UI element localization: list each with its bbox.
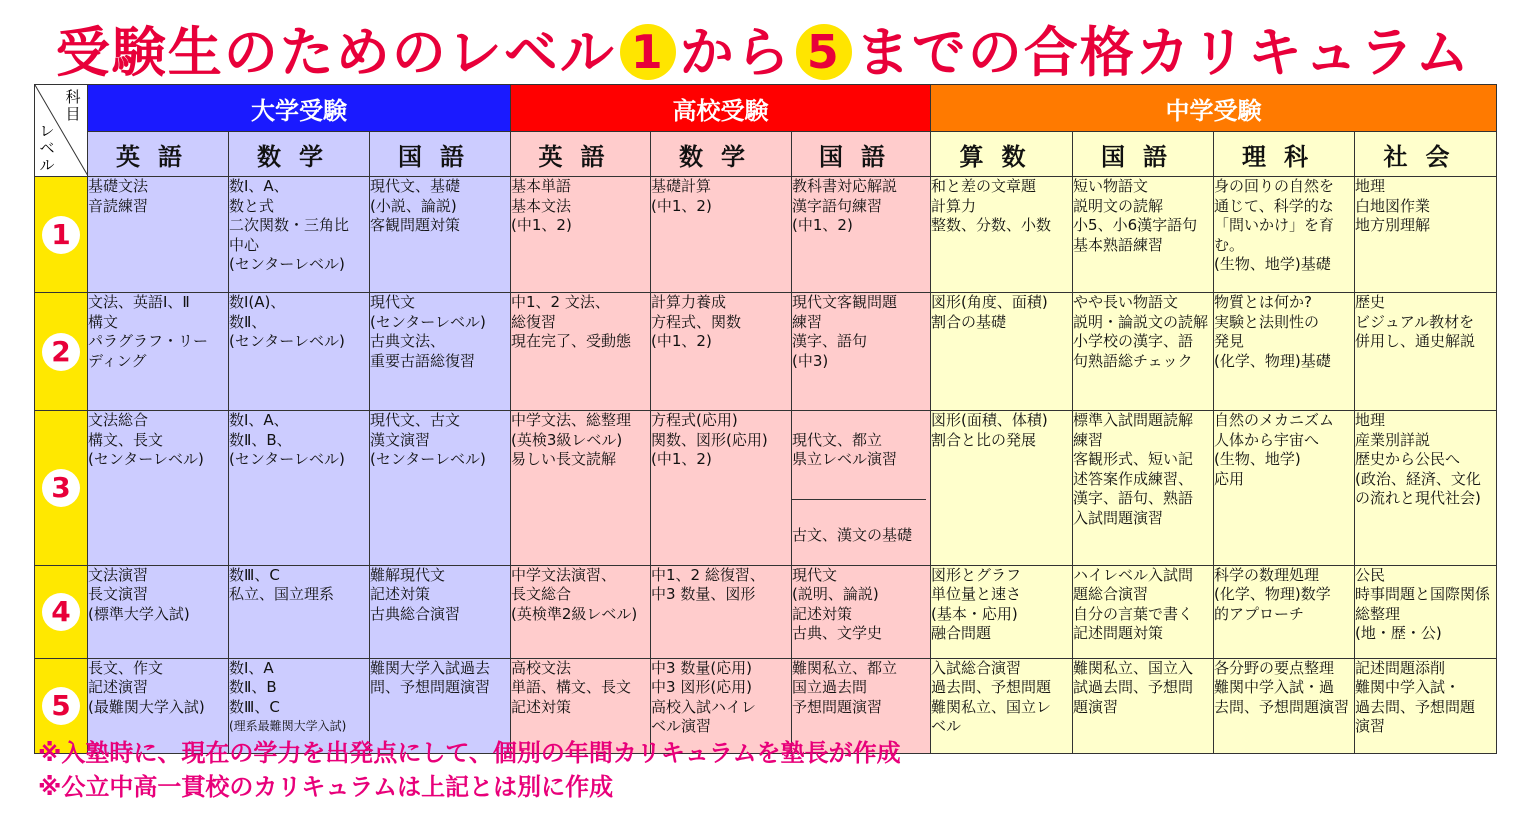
page-title: 受験生のためのレベル 1 から 5 までの合格カリキュラム — [55, 21, 1472, 84]
table-cell: 図形(面積、体積) 割合と比の発展 — [931, 411, 1073, 566]
table-cell: 難関大学入試過去 問、予想問題演習 — [370, 658, 511, 753]
subject-header: 数学 — [651, 132, 792, 177]
cell-main-text: 数Ⅰ、A 数Ⅱ、B 数Ⅲ、C — [229, 658, 280, 716]
group-header-juniorhigh: 中学受験 — [931, 85, 1497, 132]
table-cell: 中1、2 文法、 総復習 現在完了、受動態 — [511, 293, 651, 411]
split-cell-divider — [792, 499, 926, 500]
table-cell: 数Ⅰ、A、 数と式 二次関数・三角比 中心 (センターレベル) — [229, 177, 370, 293]
corner-level-label: レベル — [39, 122, 55, 174]
table-cell: 和と差の文章題 計算力 整数、分数、小数 — [931, 177, 1073, 293]
table-cell: 自然のメカニズム 人体から宇宙へ (生物、地学) 応用 — [1214, 411, 1355, 566]
split-cell-bottom: 古文、漢文の基礎 — [792, 525, 913, 544]
table-cell: 各分野の要点整理 難関中学入試・過 去問、予想問題演習 — [1214, 658, 1355, 753]
footnote: ※公立中高一貫校のカリキュラムは上記とは別に作成 — [38, 773, 614, 801]
level-cell — [35, 565, 88, 658]
table-cell: 地理 産業別詳説 歴史から公民へ (政治、経済、文化 の流れと現代社会) — [1355, 411, 1497, 566]
table-cell: 図形(角度、面積) 割合の基礎 — [931, 293, 1073, 411]
subject-header: 国語 — [1073, 132, 1214, 177]
subject-header: 国語 — [370, 132, 511, 177]
table-cell: 短い物語文 説明文の読解 小5、小6漢字語句 基本熟語練習 — [1073, 177, 1214, 293]
table-cell: 記述問題添削 難関中学入試・ 過去問、予想問題 演習 — [1355, 658, 1497, 753]
table-cell: やや長い物語文 説明・論説文の読解 小学校の漢字、語 句熟語総チェック — [1073, 293, 1214, 411]
table-cell: 歴史 ビジュアル教材を 併用し、通史解説 — [1355, 293, 1497, 411]
table-cell: ハイレベル入試問 題総合演習 自分の言葉で書く 記述問題対策 — [1073, 565, 1214, 658]
table-cell: 中学文法、総整理 (英検3級レベル) 易しい長文読解 — [511, 411, 651, 566]
table-row-level-2 — [35, 293, 1497, 411]
table-cell: 現代文 (説明、論説) 記述対策 古典、文学史 — [792, 565, 931, 658]
subject-header: 算数 — [931, 132, 1073, 177]
table-cell: 中1、2 総復習、 中3 数量、図形 — [651, 565, 792, 658]
level-5-badge: 5 — [796, 24, 852, 80]
table-cell: 難関私立、国立入 試過去問、予想問 題演習 — [1073, 658, 1214, 753]
curriculum-table — [34, 84, 1497, 754]
table-cell: 基礎計算 (中1、2) — [651, 177, 792, 293]
table-row-level-3 — [35, 411, 1497, 566]
level-cell — [35, 293, 88, 411]
level-1-badge: 1 — [620, 24, 676, 80]
table-cell: 科学の数理処理 (化学、物理)数学 的アプローチ — [1214, 565, 1355, 658]
table-cell: 難解現代文 記述対策 古典総合演習 — [370, 565, 511, 658]
table-cell: 長文、作文 記述演習 (最難関大学入試) — [88, 658, 229, 753]
subject-header: 理科 — [1214, 132, 1355, 177]
table-cell: 公民 時事問題と国際関係 総整理 (地・歴・公) — [1355, 565, 1497, 658]
level-number-badge: 1 — [42, 216, 80, 254]
subject-header: 英語 — [88, 132, 229, 177]
table-cell: 数Ⅲ、C 私立、国立理系 — [229, 565, 370, 658]
table-cell: 基礎文法 音読練習 — [88, 177, 229, 293]
table-cell: 中学文法演習、 長文総合 (英検準2級レベル) — [511, 565, 651, 658]
table-cell: 教科書対応解説 漢字語句練習 (中1、2) — [792, 177, 931, 293]
table-cell: 現代文 (センターレベル) 古典文法、 重要古語総復習 — [370, 293, 511, 411]
table-cell: 現代文、古文 漢文演習 (センターレベル) — [370, 411, 511, 566]
footnote: ※入塾時に、現在の学力を出発点にして、個別の年間カリキュラムを塾長が作成 — [38, 739, 901, 767]
group-header-university: 大学受験 — [88, 85, 511, 132]
corner-subject-label: 科目 — [65, 88, 81, 123]
split-cell-top: 現代文、都立 県立レベル演習 — [792, 430, 898, 468]
table-cell: 現代文、基礎 (小説、論説) 客観問題対策 — [370, 177, 511, 293]
table-cell: 計算力養成 方程式、関数 (中1、2) — [651, 293, 792, 411]
table-cell: 標準入試問題読解 練習 客観形式、短い記 述答案作成練習、 漢字、語句、熟語 入試問題演習 — [1073, 411, 1214, 566]
cell-small-note: (理系最難関大学入試) — [229, 719, 347, 733]
table-corner — [35, 85, 88, 177]
table-cell: 基本単語 基本文法 (中1、2) — [511, 177, 651, 293]
table-cell: 入試総合演習 過去問、予想問題 難関私立、国立レ ベル — [931, 658, 1073, 753]
table-cell: 高校文法 単語、構文、長文 記述対策 — [511, 658, 651, 753]
table-cell: 難関私立、都立 国立過去問 予想問題演習 — [792, 658, 931, 753]
subject-header: 国語 — [792, 132, 931, 177]
table-cell: 中3 数量(応用) 中3 図形(応用) 高校入試ハイレ ベル演習 — [651, 658, 792, 753]
level-number-badge: 4 — [42, 593, 80, 631]
footnotes — [38, 736, 901, 804]
level-number-badge: 3 — [42, 469, 80, 507]
group-header-highschool: 高校受験 — [511, 85, 931, 132]
subject-header: 社会 — [1355, 132, 1497, 177]
table-cell: 数Ⅰ、A、 数Ⅱ、B、 (センターレベル) — [229, 411, 370, 566]
table-cell: 数Ⅰ(A)、 数Ⅱ、 (センターレベル) — [229, 293, 370, 411]
table-cell: 現代文客観問題 練習 漢字、語句 (中3) — [792, 293, 931, 411]
table-cell: 文法演習 長文演習 (標準大学入試) — [88, 565, 229, 658]
subject-header: 数学 — [229, 132, 370, 177]
table-cell-split — [792, 411, 931, 566]
table-cell: 方程式(応用) 関数、図形(応用) (中1、2) — [651, 411, 792, 566]
table-row-level-4 — [35, 565, 1497, 658]
table-cell: 身の回りの自然を 通じて、科学的な 「問いかけ」を育む。 (生物、地学)基礎 — [1214, 177, 1355, 293]
level-number-badge: 2 — [42, 333, 80, 371]
table-cell: 物質とは何か? 実験と法則性の 発見 (化学、物理)基礎 — [1214, 293, 1355, 411]
table-cell: 図形とグラフ 単位量と速さ (基本・応用) 融合問題 — [931, 565, 1073, 658]
table-cell: 文法総合 構文、長文 (センターレベル) — [88, 411, 229, 566]
table-cell: 地理 白地図作業 地方別理解 — [1355, 177, 1497, 293]
table-row-level-1 — [35, 177, 1497, 293]
subject-header: 英語 — [511, 132, 651, 177]
level-number-badge: 5 — [42, 687, 80, 725]
table-cell: 文法、英語Ⅰ、Ⅱ 構文 パラグラフ・リー ディング — [88, 293, 229, 411]
level-cell — [35, 411, 88, 566]
level-cell — [35, 177, 88, 293]
